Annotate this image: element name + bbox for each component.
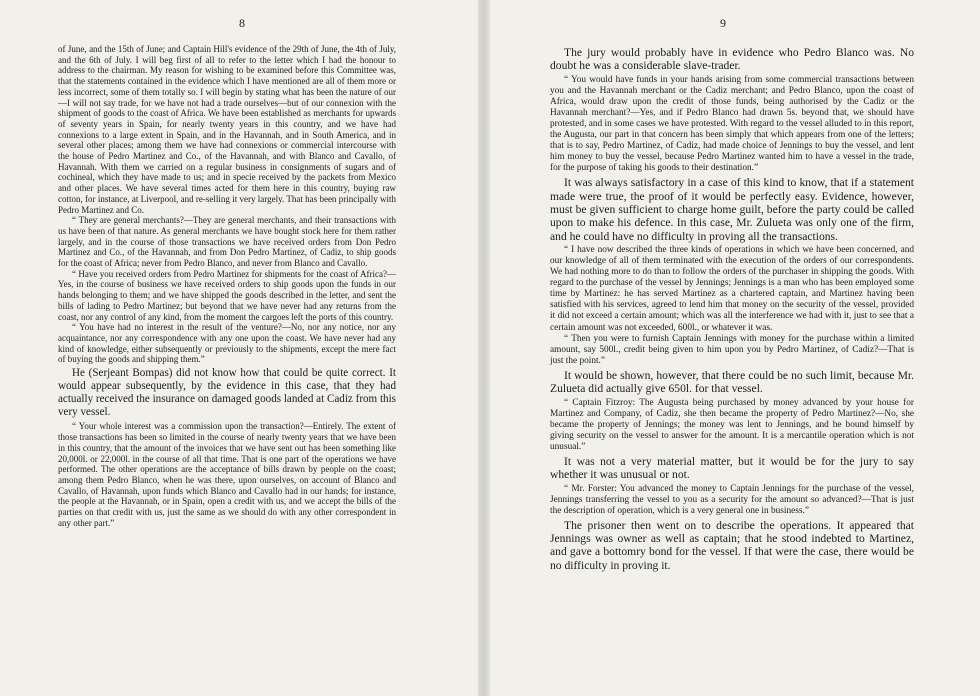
paragraph: “ You would have funds in your hands arising from some commercial transactions between you and the Havannah merchant or the Cadiz merchant; and Pedro Blanco, upon the coast of Africa, would draw upon the credit of those funds, being authorised by the Cadiz or the Havannah merchant?—Yes, and if Pedro Blanco had drawn 5s. beyond that, we should have protested, and in some cases we have protested. With regard to the vessel alluded to in this report, the Augusta, our part in that concern has been simply that which appears from one of the letters; that is to say, Pedro Martinez, of Cadiz, had made choice of Jennings to buy the vessel, and lent him money to buy the vessel, because Pedro Martinez wanted him to have a vessel in the trade, for the purpose of taking his goods to their destination.” [550, 74, 914, 174]
paragraph: “ Mr. Forster: You advanced the money to Captain Jennings for the purchase of the vessel, Jennings transferring the vessel to you as a security for the amount so advanced?—That is just the description of operation, which is a very general one in business.” [550, 483, 914, 516]
paragraph: “ They are general merchants?—They are general merchants, and their transactions with us have been of that nature. As general merchants we have bought stock here for them rather largely, and in the course of those transactions we have received orders from Don Pedro Martinez and Co., of the Havannah, and from Don Pedro Martinez, of Cadiz, to ship goods for the coast of Africa; never from Pedro Blanco, and never from Blanco and Cavallo. [58, 215, 396, 269]
book-gutter [478, 0, 490, 696]
paragraph: “ Have you received orders from Pedro Martinez for shipments for the coast of Africa?—Yes, in the course of business we have received orders to ship goods upon the funds in our hands belonging to them; and we have shipped the goods described in the letter, and sent the bills of lading to Pedro Martinez; but beyond that we have never had any returns from the coast, nor any control of any kind, from the moment the cargoes left the ports of this country. [58, 268, 396, 322]
paragraph: “ I have now described the three kinds of operations in which we have been concerned, and our knowledge of all of them terminated with the execution of the orders of our correspondents. We had nothing more to do than to follow the orders of the purchaser in shipping the goods. With regard to the purchase of the vessel by Jennings; Jennings is a man who has been employed some time by Martinez: he has served Martinez as a chartered captain, and Martinez having been satisfied with his services, agreed to lend him that money on the security of the vessel, provided it did not exceed a certain amount; which was all the interference we had with it, just to see that a certain amount was not exceeded, 600l., or whatever it was. [550, 244, 914, 333]
left-page [0, 0, 478, 696]
text-column [550, 44, 914, 574]
paragraph: It was not a very material matter, but it would be for the jury to say whether it was unusual or not. [550, 455, 914, 482]
paragraph: The jury would probably have in evidence who Pedro Blanco was. No doubt he was a considerable slave-trader. [550, 46, 914, 73]
paragraph: It was always satisfactory in a case of this kind to know, that if a statement made were true, the proof of it would be perfectly easy. Evidence, however, must be given sufficient to charge home guilt, before the party could be called upon to make his defence. In this case, Mr. Zulueta was only one of the firm, and he could have no difficulty in proving all the transactions. [550, 176, 914, 243]
page-number: 8 [239, 16, 245, 30]
right-page [490, 0, 980, 696]
paragraph: of June, and the 15th of June; and Captain Hill's evidence of the 29th of June, the 4th of July, and the 6th of July. I will beg first of all to refer to the letter which I had the honour to address to the chairman. My reason for wishing to be examined before this Committee was, that the statements contained in the evidence which I have mentioned are all of them more or less incorrect, some of them totally so. I will begin by stating what has been the nature of our—I will not say trade, for we have not had a trade ourselves—but of our connexion with the shipment of goods to the coast of Africa. We have been established as merchants for upwards of seventy years in Spain, for nearly twenty years in this country, and we have had connexions to a large extent in Spain, and in the Havannah, and in South America, and in several other places; among them we have had connexions or commercial intercourse with the house of Pedro Martinez and Co., of the Havannah, and with Blanco and Cavallo, of Havannah. With them we carried on a regular business in consignments of sugars and of cochineal, which they have made to us; and in specie received by the packets from Mexico and other places. We have several times acted for them here in this country, buying raw cotton, for instance, at Liverpool, and re-selling it very largely. That has been principally with Pedro Martinez and Co. [58, 44, 396, 215]
paragraph: It would be shown, however, that there could be no such limit, because Mr. Zulueta did actually give 650l. for that vessel. [550, 368, 914, 396]
page-number: 9 [720, 16, 726, 30]
paragraph: “ Your whole interest was a commission upon the transaction?—Entirely. The extent of those transactions has been so limited in the course of nearly twenty years that we have been in this country, that the amount of the invoices that we have sent out has been something like 20,000l. or 22,000l. in the course of all that time. That is one part of the operations we have performed. The other operations are the acceptance of bills drawn by people on the coast; among them Pedro Blanco, when he was there, upon ourselves, on account of Blanco and Cavallo, of Havannah, upon funds which Blanco and Cavallo had in our hands; for instance, the people at the Havannah, or in Spain, open a credit with us, and we accept the bills of the parties on that credit with us, just the same as we should do with any other correspondent in any other part.” [58, 421, 396, 528]
paragraph: “ Then you were to furnish Captain Jennings with money for the purchase within a limited amount, say 500l., credit being given to him upon you by Pedro Martinez, of Cadiz?—That is just the point.” [550, 333, 914, 366]
paragraph: He (Serjeant Bompas) did not know how that could be quite correct. It would appear subsequently, by the evidence in this case, that they had actually received the insurance on damaged goods landed at Cadiz from this very vessel. [58, 367, 396, 419]
paragraph: “ You have had no interest in the result of the venture?—No, nor any notice, nor any acquaintance, nor any correspondence with any one upon the coast. We have never had any kind of knowledge, either subsequently or previously to the shipments, except the mere fact of buying the goods and shipping them.” [58, 322, 396, 365]
paragraph: “ Captain Fitzroy: The Augusta being purchased by money advanced by your house for Martinez and Company, of Cadiz, she then became the property of Pedro Martinez?—No, she became the property of Jennings; the money was lent to Jennings, and he bound himself by giving security on the vessel to answer for the amount. It is a mercantile operation which is not unusual.” [550, 397, 914, 452]
paragraph: The prisoner then went on to describe the operations. It appeared that Jennings was owner as well as captain; that he stood indebted to Martinez, and gave a bottomry bond for the vessel. If that were the case, there would be no difficulty in proving it. [550, 518, 914, 572]
text-column [58, 44, 396, 529]
